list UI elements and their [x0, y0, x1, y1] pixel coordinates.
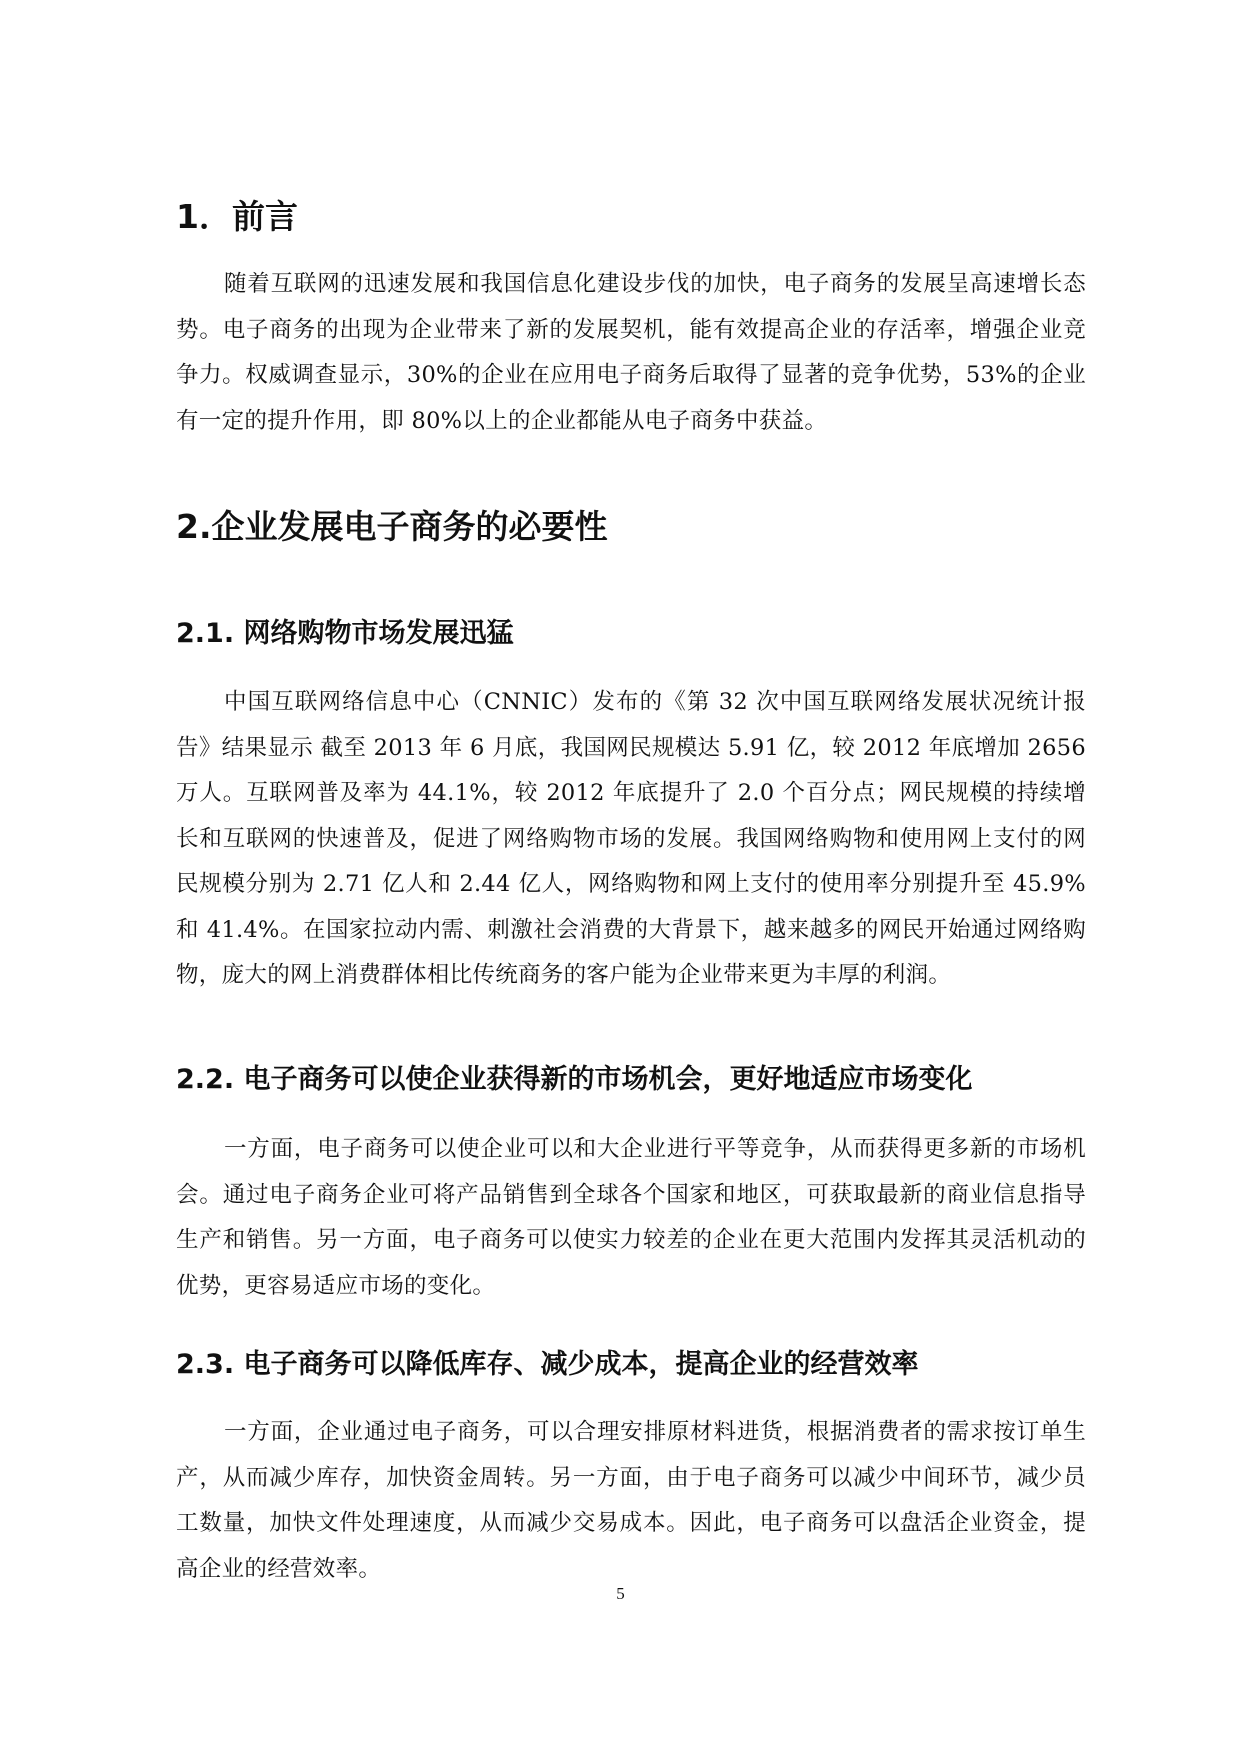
section-2-3-paragraph: 一方面，企业通过电子商务，可以合理安排原材料进货，根据消费者的需求按订单生产，从而减少库存，加快资金周转。另一方面，由于电子商务可以减少中间环节，减少员工数量，加快文件处理速度，从而减少交易成本。因此，电子商务可以盘活企业资金，提高企业的经营效率。: [176, 1419, 1086, 1582]
section-2-heading: 2.企业发展电子商务的必要性: [176, 507, 608, 546]
section-2-2-paragraph: 一方面，电子商务可以使企业可以和大企业进行平等竞争，从而获得更多新的市场机会。通过电子商务企业可将产品销售到全球各个国家和地区，可获取最新的商业信息指导生产和销售。另一方面，电子商务可以使实力较差的企业在更大范围内发挥其灵活机动的优势，更容易适应市场的变化。: [176, 1136, 1086, 1299]
section-2-1-heading: 2.1. 网络购物市场发展迅猛: [176, 618, 514, 649]
section-2-3-heading: 2.3. 电子商务可以降低库存、减少成本，提高企业的经营效率: [176, 1349, 919, 1380]
section-2-2-heading: 2.2. 电子商务可以使企业获得新的市场机会，更好地适应市场变化: [176, 1064, 973, 1095]
section-1-paragraph: 随着互联网的迅速发展和我国信息化建设步伐的加快，电子商务的发展呈高速增长态势。电子商务的出现为企业带来了新的发展契机，能有效提高企业的存活率，增强企业竞争力。权威调查显示，30%的企业在应用电子商务后取得了显著的竞争优势，53%的企业有一定的提升作用，即 80%以上的企业都能从电子商务中获益。: [176, 271, 1086, 434]
page-number: 5: [616, 1584, 625, 1603]
section-1-heading: 1．前言: [176, 197, 298, 236]
section-2-1-paragraph: 中国互联网络信息中心（CNNIC）发布的《第 32 次中国互联网络发展状况统计报告》结果显示 截至 2013 年 6 月底，我国网民规模达 5.91 亿，较 2012 年底增加 2656 万人。互联网普及率为 44.1%，较 2012 年底提升了 2.0 个百分点；网民规模的持续增长和互联网的快速普及，促进了网络购物市场的发展。我国网络购物和使用网上支付的网民规模分别为 2.71 亿人和 2.44 亿人，网络购物和网上支付的使用率分别提升至 45.9%和 41.4%。在国家拉动内需、刺激社会消费的大背景下，越来越多的网民开始通过网络购物，庞大的网上消费群体相比传统商务的客户能为企业带来更为丰厚的利润。: [176, 689, 1086, 988]
